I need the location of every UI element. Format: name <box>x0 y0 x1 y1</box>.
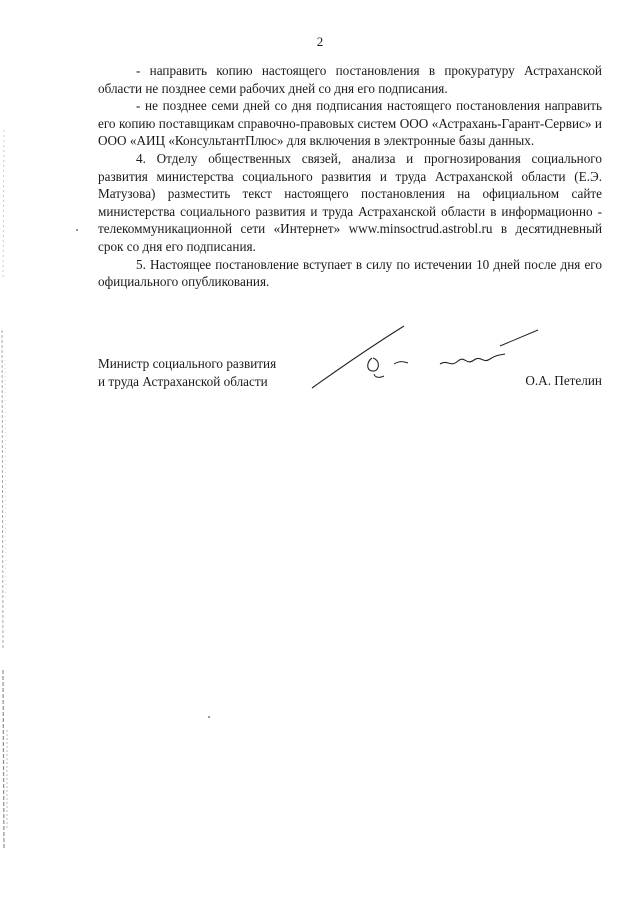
page-number: 2 <box>316 34 324 49</box>
paragraph-effective-date: 5. Настоящее постановление вступает в силу по истечении 10 дней после дня его официального опубликования. <box>98 256 602 290</box>
paragraph-website-publication: 4. Отделу общественных связей, анализа и прогнозирования социального развития министерства социального развития и труда Астраханской области (Е.Э. Матузова) разместить текст настоящего постановления на официальном сайте министерства социального развития и труда Астраханской области в информационно - телекоммуникационной сети «Интернет» www.minsoctrud.astrobl.ru в десятидневный срок со дня его подписания. <box>98 150 602 254</box>
paragraph-prosecutor-copy: - направить копию настоящего постановления в прокуратуру Астраханской области не позднее семи рабочих дней со дня его подписания. <box>98 63 602 96</box>
document-body <box>98 62 602 291</box>
signer-title-line-1: Министр социального развития <box>98 356 277 371</box>
handwritten-signature <box>300 316 540 396</box>
scan-speck <box>208 716 210 718</box>
signer-title <box>98 355 318 390</box>
paragraph-legal-systems-copy: - не позднее семи дней со дня подписания настоящего постановления направить его копию поставщикам справочно-правовых систем ООО «Астрахань-Гарант-Сервис» и ООО «АИЦ «КонсультантПлюс» для включения в электронные базы данных. <box>98 98 602 149</box>
scan-edge-marks <box>0 130 14 850</box>
signer-name: О.А. Петелин <box>525 373 602 388</box>
signer-title-line-2: и труда Астраханской области <box>98 373 268 389</box>
scan-speck <box>76 229 78 231</box>
